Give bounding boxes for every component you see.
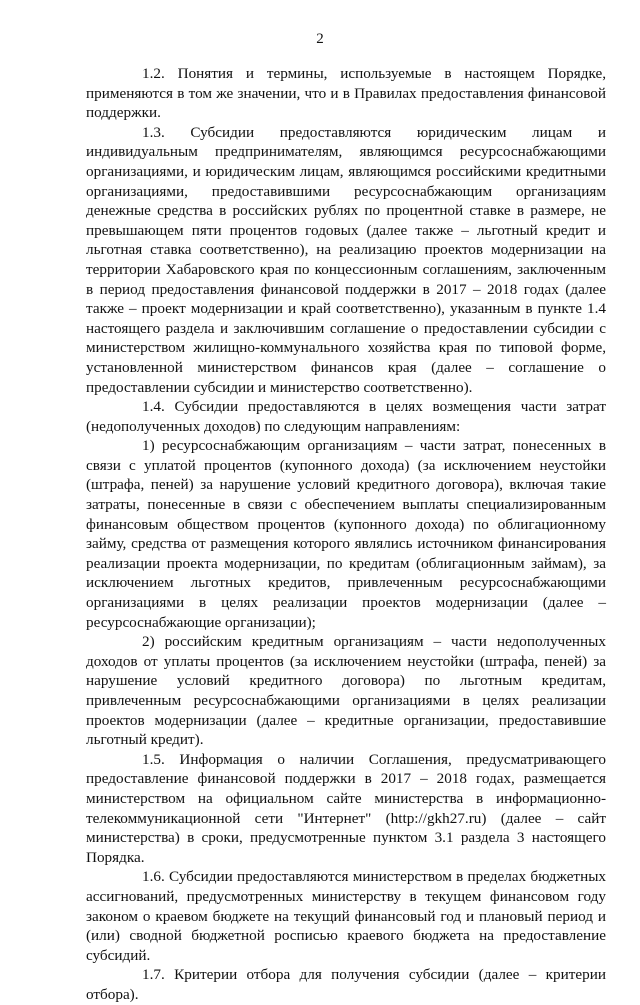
paragraph-1-5: 1.5. Информация о наличии Соглашения, предусматривающего предоставление финансовой поддержки в 2017 – 2018 годах, размещается министерством на официальном сайте министерства в информационно-телекоммуникационной сети "Интернет" (http://gkh27.ru) (далее – сайт министерства) в сроки, предусмотренные пунктом 3.1 раздела 3 настоящего Порядка. bbox=[86, 750, 606, 866]
paragraph-1-6: 1.6. Субсидии предоставляются министерством в пределах бюджетных ассигнований, предусмотренных министерству в текущем финансовом году законом о краевом бюджете на текущий финансовый год и плановый период и (или) сводной бюджетной росписью краевого бюджета на предоставление субсидий. bbox=[86, 868, 606, 964]
list-item-1: 1) ресурсоснабжающим организациям – части затрат, понесенных в связи с уплатой процентов (купонного дохода) (за исключением неустойки (штрафа, пеней) за нарушение условий кредитного договора), включая такие затраты, понесенные в связи с обеспечением выплаты специализированным финансовым обществом процентов (купонного дохода) по облигационному займу, средства от размещения которого являлись источником финансирования реализации проекта модернизации, по кредитам (облигационным займам), за исключением льготных кредитов, привлеченным ресурсоснабжающими организациями в целях реализации проектов модернизации (далее – ресурсоснабжающие организации); bbox=[86, 437, 606, 631]
body-text bbox=[86, 64, 606, 1005]
paragraph-1-4: 1.4. Субсидии предоставляются в целях возмещения части затрат (недополученных доходов) по следующим направлениям: bbox=[86, 398, 606, 435]
paragraph-1-7: 1.7. Критерии отбора для получения субсидии (далее – критерии отбора). bbox=[86, 966, 606, 1003]
paragraph-1-2: 1.2. Понятия и термины, используемые в настоящем Порядке, применяются в том же значении, что и в Правилах предоставления финансовой поддержки. bbox=[86, 65, 606, 122]
list-item-2: 2) российским кредитным организациям – части недополученных доходов от уплаты процентов (за исключением неустойки (штрафа, пеней) за нарушение условий кредитного договора) по льготным кредитам, привлеченным ресурсоснабжающими организациями в целях реализации проектов модернизации (далее – кредитные организации, предоставившие льготный кредит). bbox=[86, 633, 606, 749]
page-number: 2 bbox=[316, 31, 324, 47]
paragraph-1-3: 1.3. Субсидии предоставляются юридическим лицам и индивидуальным предпринимателям, являющимся ресурсоснабжающими организациями, и юридическим лицам, являющимся российскими кредитными организациями, предоставившими ресурсоснабжающим организациям денежные средства в российских рублях по процентной ставке в размере, не превышающем пяти процентов годовых (далее также – льготный кредит и льготная ставка соответственно), на реализацию проектов модернизации на территории Хабаровского края по концессионным соглашениям, заключенным в период предоставления финансовой поддержки в 2017 – 2018 годах (далее также – проект модернизации и край соответственно), указанным в пункте 1.4 настоящего раздела и заключившим соглашение о предоставлении субсидии с министерством жилищно-коммунального хозяйства края по типовой форме, установленной министерством финансов края (далее – соглашение о предоставлении субсидии и министерство соответственно). bbox=[86, 123, 606, 396]
